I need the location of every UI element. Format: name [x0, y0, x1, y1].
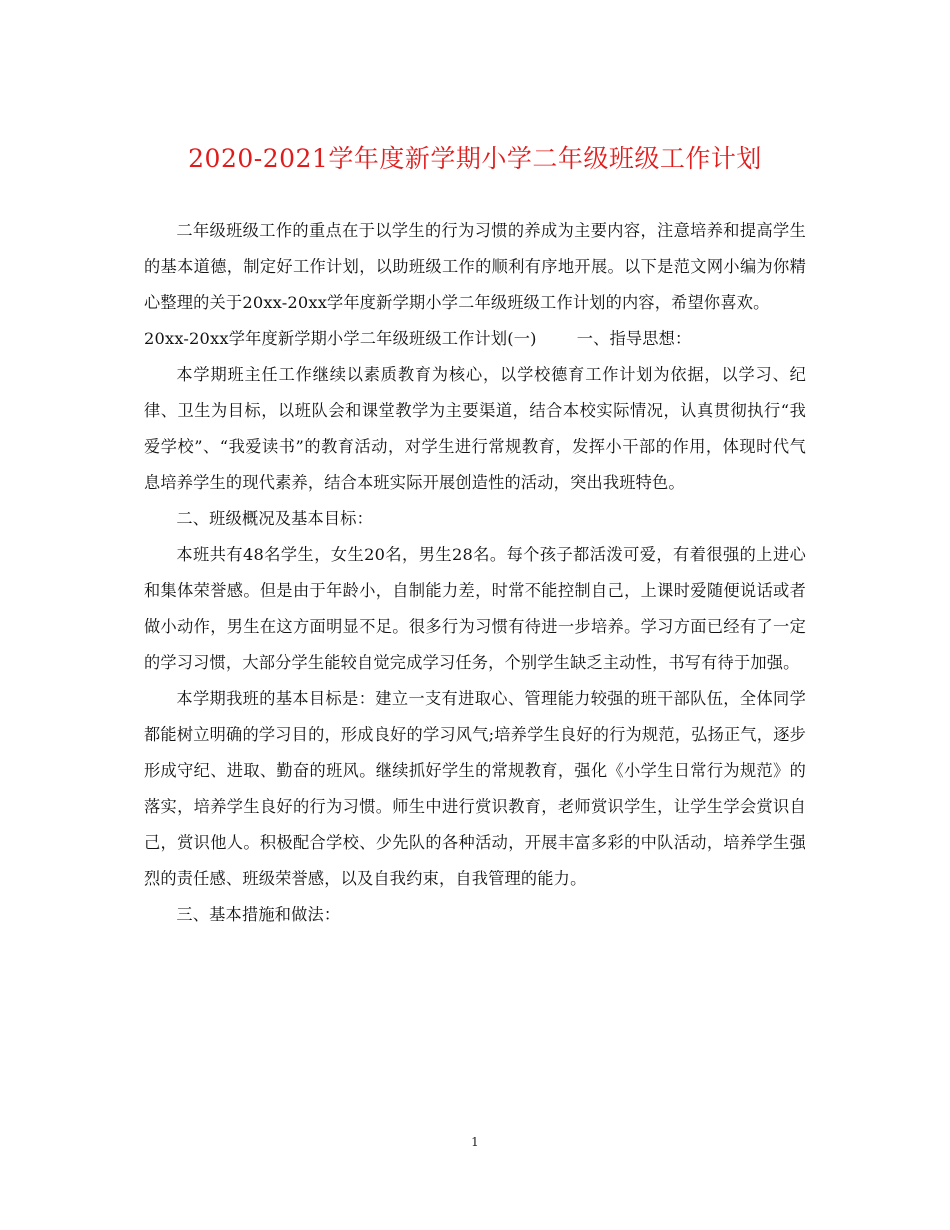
basic-goals-paragraph: 本学期我班的基本目标是：建立一支有进取心、管理能力较强的班干部队伍，全体同学都能树立明确的学习目的，形成良好的学习风气;培养学生良好的行为规范，弘扬正气，逐步形成守纪、进取、勤奋的班风。继续抓好学生的常规教育，强化《小学生日常行为规范》的落实，培养学生良好的行为习惯。师生中进行赏识教育，老师赏识学生，让学生学会赏识自己，赏识他人。积极配合学校、少先队的各种活动，开展丰富多彩的中队活动，培养学生强烈的责任感、班级荣誉感，以及自我约束，自我管理的能力。 [144, 689, 806, 888]
plan-subtitle: 20xx-20xx学年度新学期小学二年级班级工作计划(一) [144, 329, 537, 348]
section-heading-guiding-ideology: 一、指导思想： [576, 329, 692, 348]
section-heading-measures: 三、基本措施和做法： [176, 905, 341, 924]
plan-subheading-line [144, 321, 806, 357]
section-heading-class-overview: 二、班级概况及基本目标： [176, 509, 374, 528]
guiding-ideology-paragraph: 本学期班主任工作继续以素质教育为核心，以学校德育工作计划为依据，以学习、纪律、卫生为目标，以班队会和课堂教学为主要渠道，结合本校实际情况，认真贯彻执行“我爱学校”、“我爱读书”的教育活动，对学生进行常规教育，发挥小干部的作用，体现时代气息培养学生的现代素养，结合本班实际开展创造性的活动，突出我班特色。 [144, 365, 806, 492]
document-body [144, 213, 806, 933]
page-number: 1 [471, 1135, 479, 1149]
intro-paragraph: 二年级班级工作的重点在于以学生的行为习惯的养成为主要内容，注意培养和提高学生的基本道德，制定好工作计划，以助班级工作的顺利有序地开展。以下是范文网小编为你精心整理的关于20xx-20xx学年度新学期小学二年级班级工作计划的内容，希望你喜欢。 [144, 221, 806, 312]
document-title: 2020-2021学年度新学期小学二年级班级工作计划 [188, 144, 762, 173]
class-overview-paragraph: 本班共有48名学生，女生20名，男生28名。每个孩子都活泼可爱，有着很强的上进心和集体荣誉感。但是由于年龄小，自制能力差，时常不能控制自己，上课时爱随便说话或者做小动作，男生在这方面明显不足。很多行为习惯有待进一步培养。学习方面已经有了一定的学习习惯，大部分学生能较自觉完成学习任务，个别学生缺乏主动性，书写有待于加强。 [144, 545, 806, 672]
